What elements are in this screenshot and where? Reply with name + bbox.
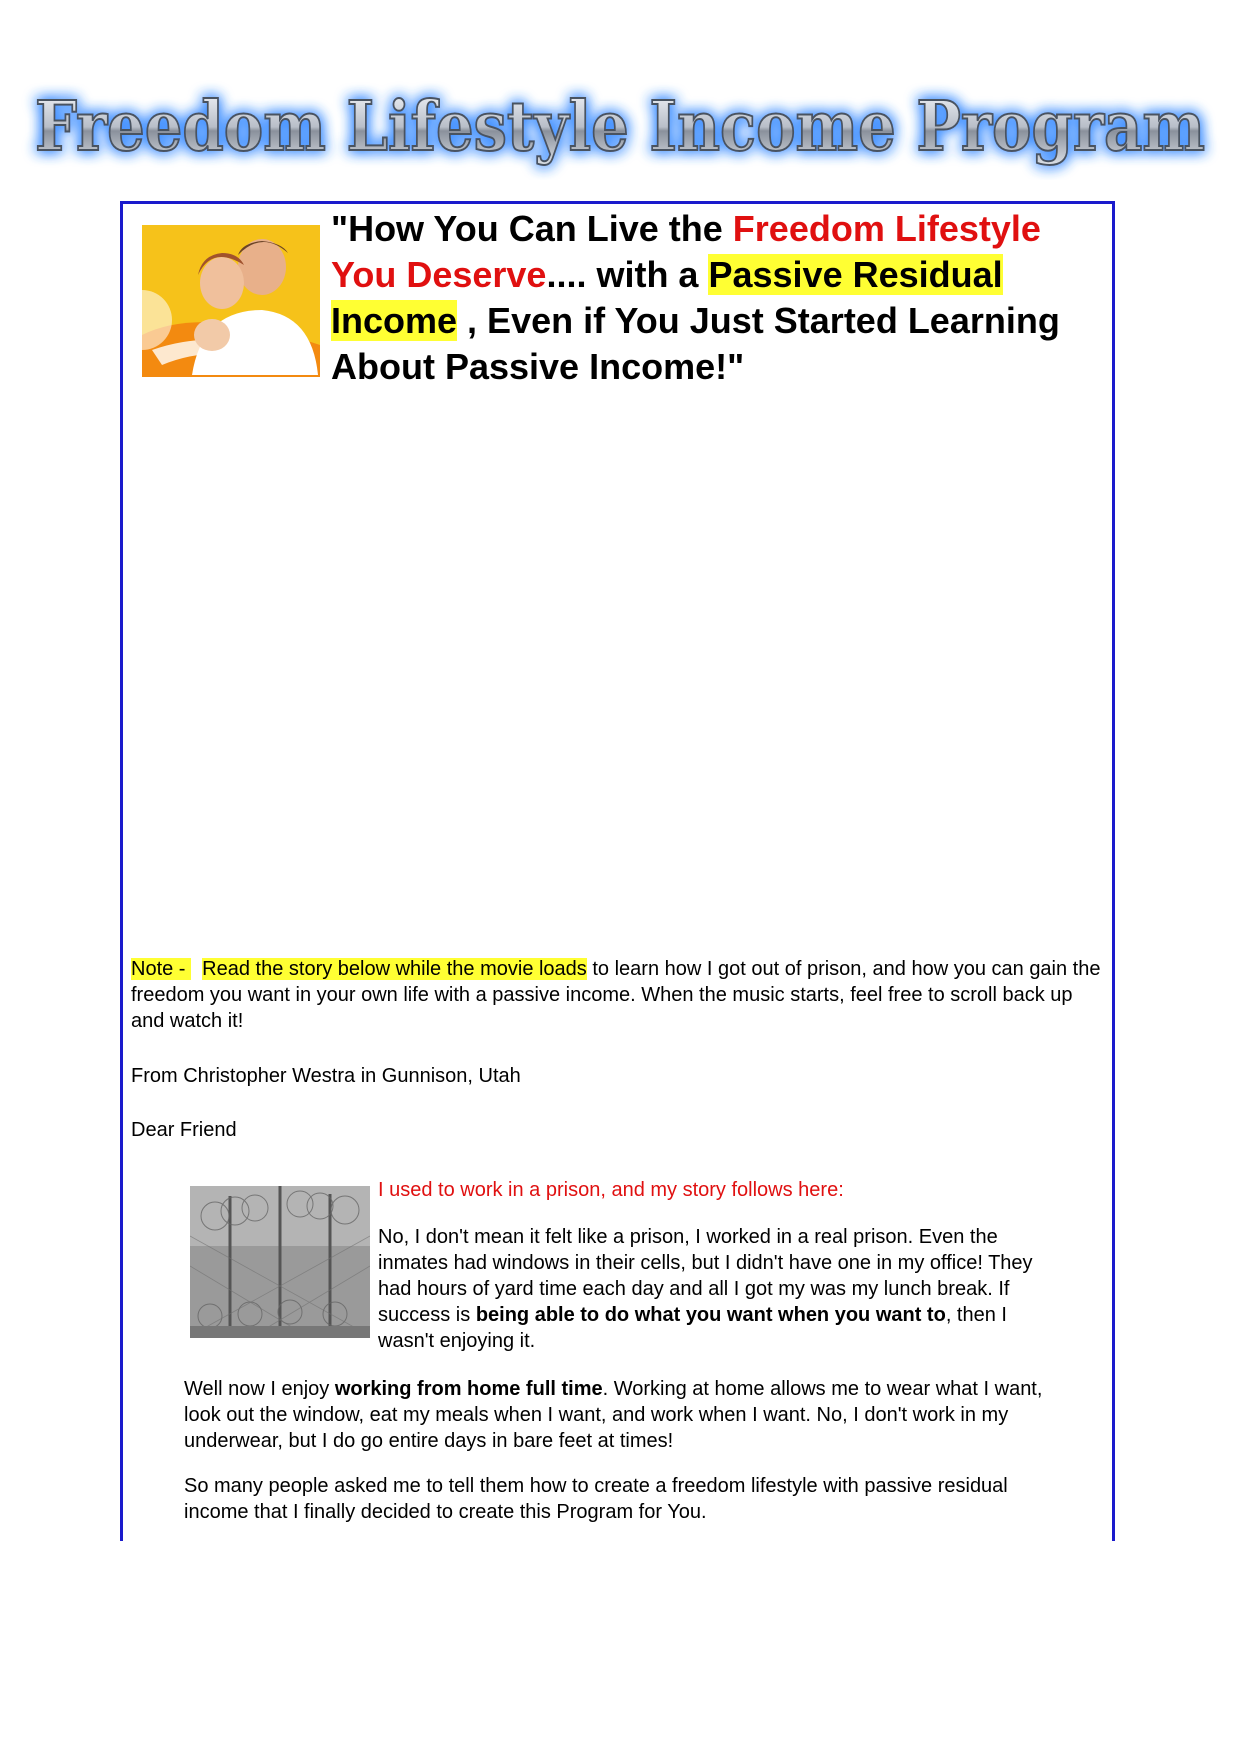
headline-part5: , Even if You Just Started Learning About Passive Income!" — [331, 300, 1060, 387]
headline-part1: "How You Can Live the — [331, 208, 733, 249]
story-p2-bold: working from home full time — [334, 1378, 603, 1400]
story-p1-a: No, I don't mean it felt like a prison, I worked in a real prison. Even the inmates had windows in their cells, but I didn't have one in my office! They had hours of yard time each day and all I got my was my lunch break. If success is — [378, 1226, 1033, 1326]
headline-red: Freedom Lifestyle You Deserve — [331, 208, 1041, 295]
story-paragraph-1 — [378, 1224, 1058, 1354]
note-paragraph — [131, 956, 1106, 1034]
note-rest: to learn how I got out of prison, and how you can gain the freedom you want in your own life with a passive income. When the music starts, feel free to scroll back up and watch it! — [131, 958, 1101, 1032]
story-p2-b: . Working at home allows me to wear what I want, look out the window, eat my meals when I want, and work when I want. No, I don't work in my underwear, but I do go entire days in bare feet at times! — [184, 1378, 1043, 1452]
couple-photo — [142, 225, 320, 377]
story-paragraph-3: So many people asked me to tell them how to create a freedom lifestyle with passive residual income that I finally decided to create this Program for You. — [184, 1475, 1008, 1523]
headline-highlight: Passive Residual Income — [331, 254, 1003, 341]
from-line: From Christopher Westra in Gunnison, Utah — [131, 1065, 521, 1087]
banner-title: Freedom Lifestyle Income Program — [35, 87, 1205, 167]
prison-fence-photo — [190, 1186, 370, 1338]
headline-part3: .... with a — [546, 254, 709, 295]
banner-logo — [18, 70, 1223, 180]
story-p2-a: Well now I enjoy — [184, 1378, 335, 1400]
story-p1-b: , then I wasn't enjoying it. — [378, 1304, 1007, 1352]
headline — [331, 206, 1101, 390]
note-highlight: Read the story below while the movie loads — [202, 958, 587, 980]
greeting: Dear Friend — [131, 1119, 237, 1141]
story-p1-bold: being able to do what you want when you want to — [475, 1304, 946, 1326]
story-heading: I used to work in a prison, and my story follows here: — [378, 1179, 844, 1201]
note-label: Note - — [131, 958, 192, 980]
story-paragraph-2 — [184, 1376, 1064, 1454]
